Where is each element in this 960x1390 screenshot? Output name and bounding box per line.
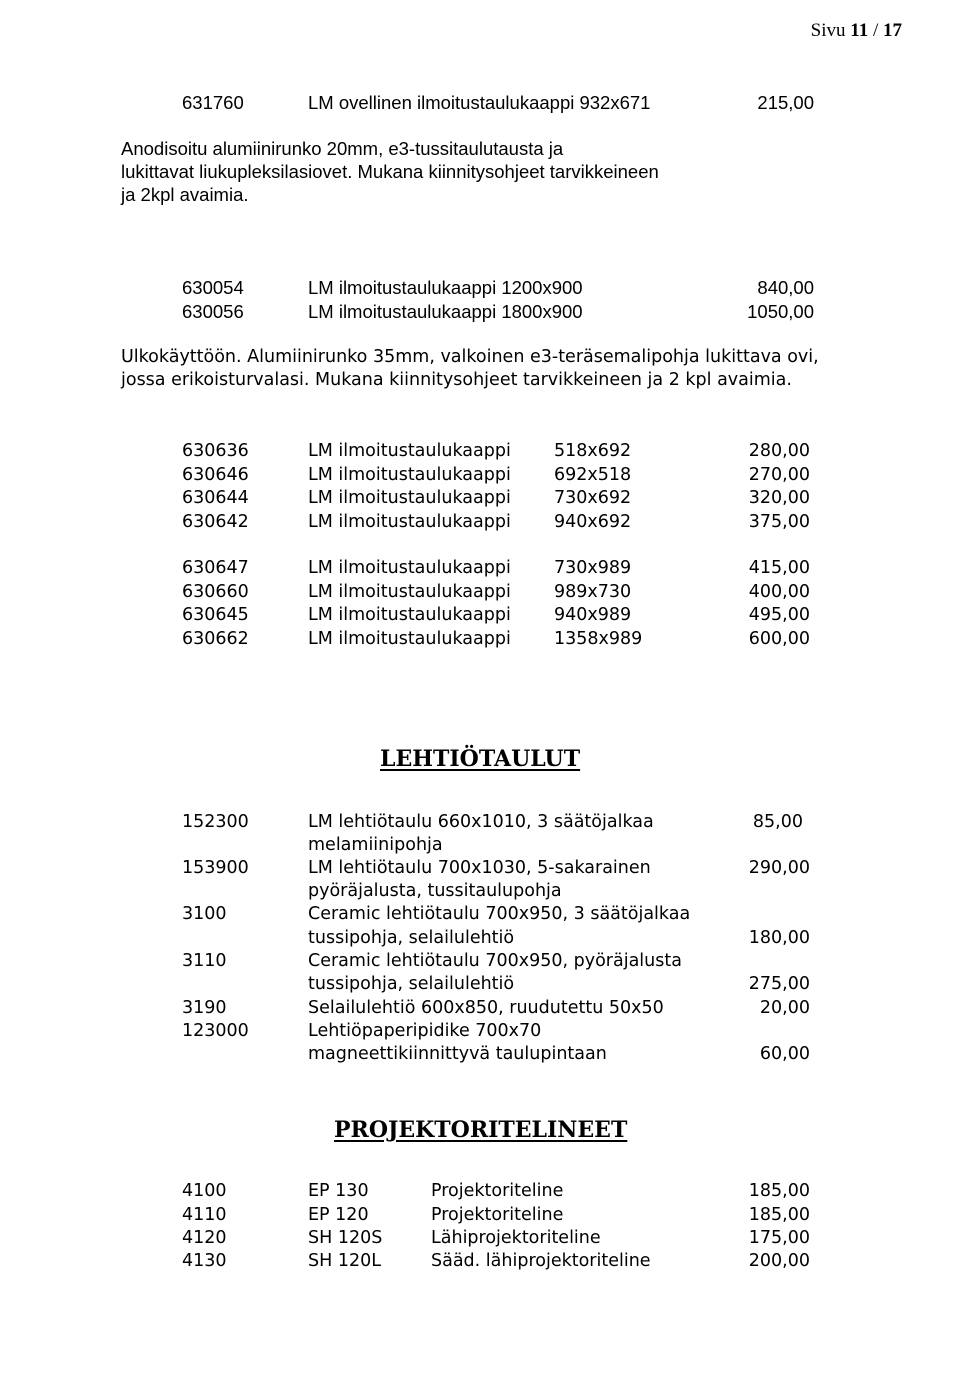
product-code: 123000 [182, 1021, 249, 1041]
product-code: 4130 [182, 1251, 227, 1271]
product-size: 730x989 [554, 558, 632, 578]
product-model: EP 120 [308, 1205, 369, 1225]
product-code: 3100 [182, 904, 227, 924]
product-code: 3190 [182, 998, 227, 1018]
product-size: 730x692 [554, 488, 632, 508]
product-code: 3110 [182, 951, 227, 971]
product-name: LM ilmoitustaulukaappi [308, 605, 511, 625]
product-price: 1050,00 [747, 301, 814, 322]
product-size: 940x692 [554, 512, 632, 532]
product-size: 940x989 [554, 605, 632, 625]
product-name-cont: tussipohja, selailulehtiö [308, 974, 515, 994]
product-price: 180,00 [748, 928, 810, 948]
product-price: 375,00 [748, 512, 810, 532]
product-price: 320,00 [748, 488, 810, 508]
product-name: Lehtiöpaperipidike 700x70 [308, 1021, 542, 1041]
product-name: Selailulehtiö 600x850, ruudutettu 50x50 [308, 998, 664, 1018]
product-name: LM ilmoitustaulukaappi [308, 582, 511, 602]
section-heading-lehtiotaulut: LEHTIÖTAULUT [380, 746, 581, 772]
product-price: 400,00 [748, 582, 810, 602]
description-line: Anodisoitu alumiinirunko 20mm, e3-tussitaulutausta ja [121, 138, 564, 159]
product-name-cont: pyöräjalusta, tussitaulupohja [308, 881, 562, 901]
product-price: 200,00 [748, 1251, 810, 1271]
product-name: LM lehtiötaulu 660x1010, 3 säätöjalkaa [308, 812, 654, 832]
product-name: LM ilmoitustaulukaappi [308, 441, 511, 461]
product-name: LM lehtiötaulu 700x1030, 5-sakarainen [308, 858, 651, 878]
product-name: LM ilmoitustaulukaappi [308, 488, 511, 508]
product-code: 630647 [182, 558, 249, 578]
product-code: 4110 [182, 1205, 227, 1225]
product-name: Ceramic lehtiötaulu 700x950, 3 säätöjalkaa [308, 904, 691, 924]
product-name: LM ilmoitustaulukaappi [308, 629, 511, 649]
product-name-cont: melamiinipohja [308, 835, 443, 855]
product-price: 175,00 [748, 1228, 810, 1248]
description-line: jossa erikoisturvalasi. Mukana kiinnitysohjeet tarvikkeineen ja 2 kpl avaimia. [121, 370, 792, 390]
product-size: 989x730 [554, 582, 632, 602]
product-price: 215,00 [757, 92, 814, 113]
product-model: SH 120L [308, 1251, 381, 1271]
product-name: LM ilmoitustaulukaappi [308, 512, 511, 532]
section-heading-projektoritelineet: PROJEKTORITELINEET [334, 1117, 628, 1143]
description-line: Ulkokäyttöön. Alumiinirunko 35mm, valkoinen e3-teräsemalipohja lukittava ovi, [121, 347, 819, 367]
product-size: 1358x989 [554, 629, 643, 649]
product-price: 185,00 [748, 1205, 810, 1225]
description-line: ja 2kpl avaimia. [121, 184, 249, 205]
product-price: 290,00 [748, 858, 810, 878]
product-name: LM ilmoitustaulukaappi [308, 558, 511, 578]
product-code: 630662 [182, 629, 249, 649]
product-price: 275,00 [748, 974, 810, 994]
product-code: 630636 [182, 441, 249, 461]
product-price: 185,00 [748, 1181, 810, 1201]
product-name: LM ilmoitustaulukaappi [308, 465, 511, 485]
product-code: 4100 [182, 1181, 227, 1201]
product-name: Ceramic lehtiötaulu 700x950, pyöräjalusta [308, 951, 682, 971]
product-code: 630644 [182, 488, 249, 508]
product-price: 270,00 [748, 465, 810, 485]
product-price: 85,00 [752, 812, 803, 832]
product-code: 153900 [182, 858, 249, 878]
product-code: 630054 [182, 277, 244, 298]
product-price: 20,00 [759, 998, 810, 1018]
product-code: 4120 [182, 1228, 227, 1248]
product-price: 840,00 [757, 277, 814, 298]
product-code: 630056 [182, 301, 244, 322]
product-size: 692x518 [554, 465, 632, 485]
product-name: Sääd. lähiprojektoriteline [431, 1251, 651, 1271]
product-name-cont: tussipohja, selailulehtiö [308, 928, 515, 948]
product-size: 518x692 [554, 441, 632, 461]
product-code: 152300 [182, 812, 249, 832]
product-code: 630642 [182, 512, 249, 532]
product-name-cont: magneettikiinnittyvä taulupintaan [308, 1044, 607, 1064]
product-model: EP 130 [308, 1181, 369, 1201]
product-code: 630646 [182, 465, 249, 485]
product-name: Lähiprojektoriteline [431, 1228, 601, 1248]
product-name: LM ilmoitustaulukaappi 1800x900 [308, 301, 583, 322]
product-model: SH 120S [308, 1228, 383, 1248]
product-code: 631760 [182, 92, 244, 113]
product-name: LM ovellinen ilmoitustaulukaappi 932x671 [308, 92, 651, 113]
product-name: Projektoriteline [431, 1205, 564, 1225]
product-price: 60,00 [759, 1044, 810, 1064]
page-number: Sivu 11 / 17 [810, 20, 902, 41]
product-price: 415,00 [748, 558, 810, 578]
product-price: 495,00 [748, 605, 810, 625]
description-line: lukittavat liukupleksilasiovet. Mukana kiinnitysohjeet tarvikkeineen [121, 161, 659, 182]
product-name: LM ilmoitustaulukaappi 1200x900 [308, 277, 583, 298]
product-code: 630660 [182, 582, 249, 602]
product-price: 600,00 [748, 629, 810, 649]
product-name: Projektoriteline [431, 1181, 564, 1201]
product-code: 630645 [182, 605, 249, 625]
product-price: 280,00 [748, 441, 810, 461]
